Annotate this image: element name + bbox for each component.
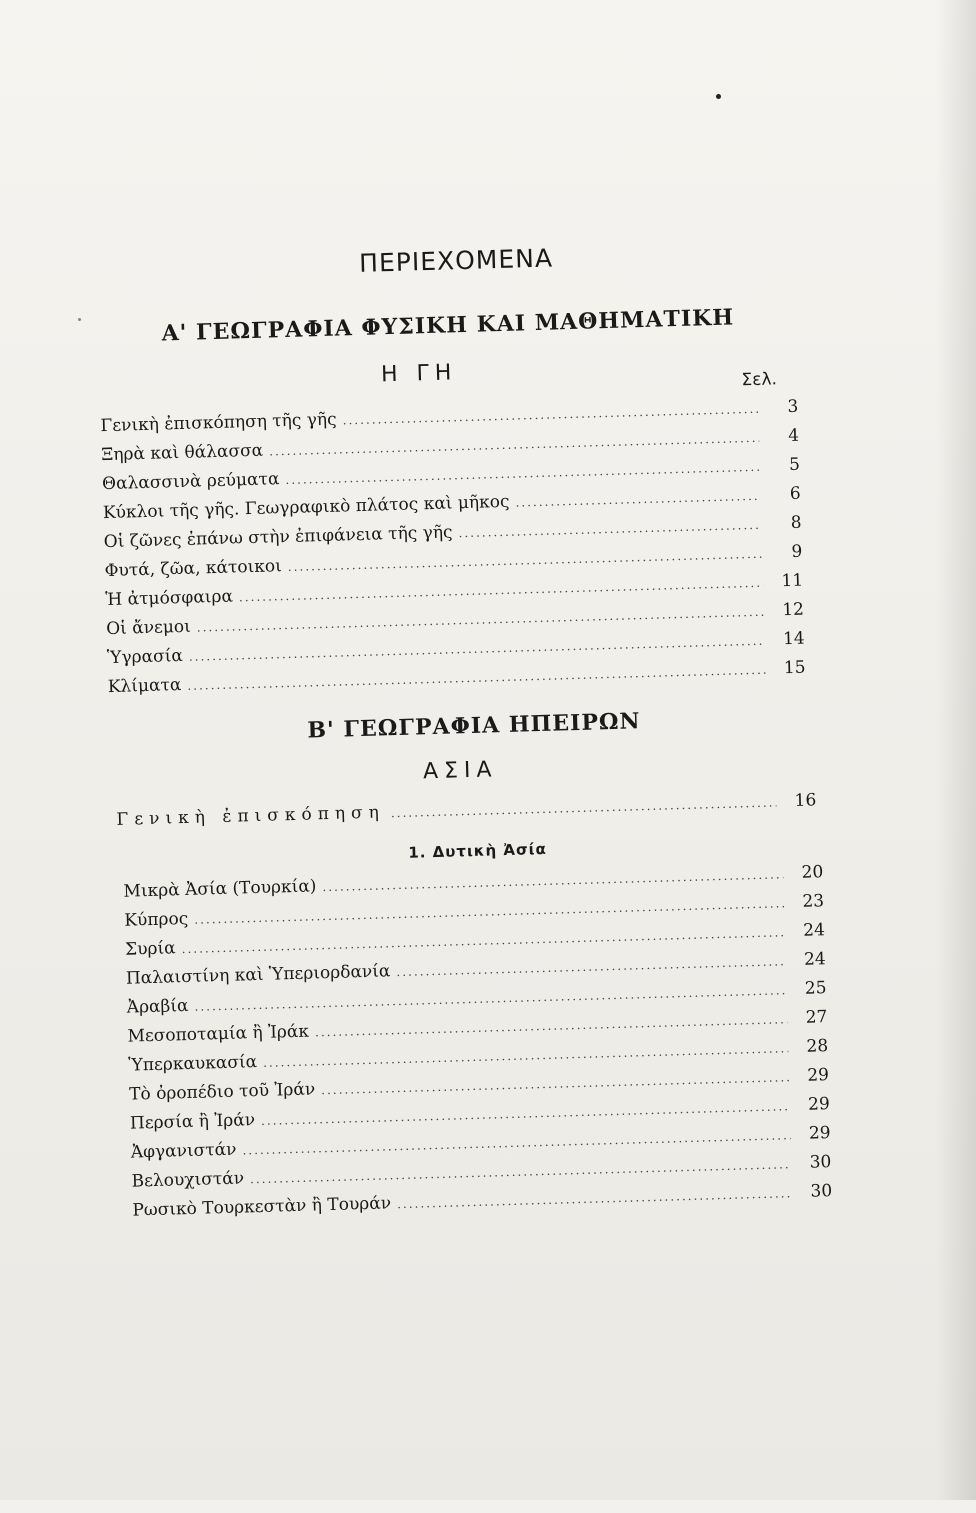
toc-entry-label: Ξηρὰ καὶ θάλασσα — [101, 440, 264, 466]
part-a-heading: Α' ΓΕΩΓΡΑΦΙΑ ΦΥΣΙΚΗ ΚΑΙ ΜΑΘΗΜΑΤΙΚΗ — [161, 304, 735, 347]
toc-entry-label: Ὑπερκαυκασία — [128, 1052, 258, 1076]
toc-entry-label: Ρωσικὸ Τουρκεστὰν ἢ Τουράν — [132, 1193, 392, 1221]
dot-leader — [342, 402, 758, 428]
part-b-heading: Β' ΓΕΩΓΡΑΦΙΑ ΗΠΕΙΡΩΝ — [307, 708, 641, 744]
toc-entry-page: 25 — [804, 978, 827, 999]
toc-entry-label: Ἀφγανιστάν — [130, 1139, 237, 1163]
toc-entry-label: Παλαιστίνη καὶ Ὑπεριορδανία — [125, 961, 391, 989]
toc-entry-label: Κλίματα — [107, 675, 182, 698]
toc-entry-page: 24 — [803, 949, 826, 970]
toc-entry-label: Συρία — [124, 938, 176, 960]
toc-entry-label: Ἡ ἀτμόσφαιρα — [105, 586, 234, 611]
toc-entry-page: 14 — [782, 628, 806, 650]
toc-entry-page: 27 — [805, 1007, 828, 1028]
toc-entry-label: Οἱ ἄνεμοι — [105, 616, 192, 640]
toc-entry-page: 4 — [787, 425, 800, 446]
toc-entry-label: Οἱ ζῶνες ἐπάνω στὴν ἐπιφάνεια τῆς γῆς — [103, 522, 453, 553]
section-1-toc-list — [123, 862, 832, 1229]
toc-entry-page: 23 — [802, 891, 825, 912]
toc-entry-label: Περσία ἢ Ἰράν — [129, 1110, 256, 1134]
toc-entry-page: 8 — [790, 512, 802, 533]
toc-entry-page: 30 — [810, 1181, 833, 1202]
toc-entry-page: 12 — [782, 599, 805, 621]
toc-entry-page: 20 — [801, 862, 824, 883]
toc-entry-page: 11 — [781, 570, 804, 592]
dot-leader — [458, 518, 761, 540]
dot-leader — [515, 489, 761, 510]
dot-leader — [391, 795, 777, 820]
toc-entry-page: 28 — [806, 1036, 829, 1057]
toc-entry-page: 16 — [794, 790, 817, 811]
toc-entry-label: Μεσοποταμία ἢ Ἰράκ — [127, 1021, 310, 1047]
part-b-general-entry — [116, 790, 817, 839]
toc-entry-label: Γενικὴ ἐπισκόπηση τῆς γῆς — [100, 409, 337, 437]
toc-entry-page: 29 — [808, 1123, 831, 1144]
toc-entry-label: Ὑγρασία — [106, 645, 184, 669]
toc-entry-label: Μικρὰ Ἀσία (Τουρκία) — [123, 876, 317, 902]
toc-entry — [116, 790, 817, 839]
toc-entry-page: 5 — [788, 454, 801, 475]
part-a-toc-list — [100, 397, 806, 706]
toc-entry-page: 6 — [789, 483, 801, 504]
toc-entry-page: 15 — [783, 657, 806, 679]
toc-entry-page: 3 — [787, 396, 799, 417]
toc-entry-label: Ἀραβία — [126, 995, 189, 1018]
toc-entry-label: Γενικὴ ἐπισκόπηση — [116, 802, 386, 830]
section-1-heading: 1. Δυτικὴ Ἀσία — [408, 839, 548, 862]
toc-entry-page: 24 — [802, 920, 826, 941]
part-b-subheading: ΑΣΙΑ — [422, 757, 498, 785]
toc-entry-page: 30 — [809, 1152, 832, 1173]
toc-entry-label: Κύπρος — [124, 908, 189, 931]
pages-column-label: Σελ. — [741, 369, 778, 391]
toc-entry-label: Θαλασσινὰ ρεύματα — [101, 469, 280, 495]
page-title: ΠΕΡΙΕΧΟΜΕΝΑ — [358, 243, 554, 278]
toc-entry-label: Κύκλοι τῆς γῆς. Γεωγραφικὸ πλάτος καὶ μῆκος — [102, 491, 510, 524]
toc-entry-label: Φυτά, ζῶα, κάτοικοι — [104, 556, 283, 582]
toc-entry-page: 29 — [807, 1065, 830, 1086]
toc-entry-label: Τὸ ὀροπέδιο τοῦ Ἰράν — [128, 1079, 316, 1105]
toc-entry-label: Βελουχιστάν — [131, 1168, 245, 1192]
dot-leader — [322, 867, 783, 894]
toc-entry-page: 29 — [807, 1094, 831, 1115]
part-a-subheading: Η ΓΗ — [380, 360, 458, 388]
toc-entry-page: 9 — [791, 541, 803, 562]
